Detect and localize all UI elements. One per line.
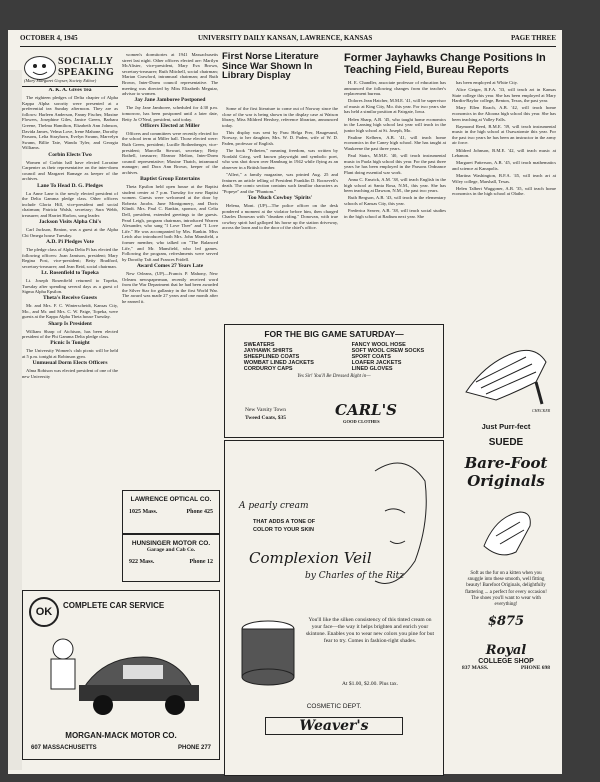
article-text: Mildred Johnson, B.M.E. '42, will teach music at Lebanon. (452, 147, 556, 159)
cream-jar-icon (239, 617, 297, 687)
article-heading: Award Comes 27 Years Late (136, 262, 204, 269)
carls-list-item: WOMBAT LINED JACKETS (243, 360, 314, 366)
article-heading: Sharp Is President (48, 320, 92, 327)
carls-new-varsity: New Varsity Town (245, 407, 286, 413)
article-text: women's dormitories at 1941 Massachusetts street last night. Other officers elected are: Marilyn McAlister, vice-president, Mary Eva Brown, secretary-treasurer; Ruth Mitchell, social chairman; Marian Crawford, intramural chairman; and Ruth Brown, Inter-Dorm council representative. The meeting was directed by Miss Elizabeth Meguiar, advisor to women. (122, 52, 218, 97)
carls-list-item: SOFT WOOL CREW SOCKS (351, 348, 425, 354)
face-illustration-icon (24, 56, 56, 80)
article-text: Mary Ellen Roach, A.B. '42, will teach home economics in the Altoona high school this year. She has been teaching at Valley Falls. (452, 105, 556, 122)
royal-phone: PHONE 698 (520, 665, 550, 672)
article-text: This display was sent by Frau Helga Prer, Haugesund, Norway, to her daughter, Mrs. W. D. Paden, wife of W. D. Paden, professor of English. (222, 129, 338, 147)
article-text: Helen Talbert Waggoner, A.B. '35, will teach home economics in the high school at Olathe. (452, 185, 556, 197)
society-editor-byline: (Mary Margaret Goyser, Society Editor) (24, 78, 97, 83)
morgan-mack-phone: PHONE 277 (177, 745, 211, 751)
complexion-veil-ad (224, 440, 444, 776)
article-heading: Baptist Group Entertains (140, 175, 200, 182)
suede-ad-line1: Just Purr-fect (481, 422, 531, 431)
header-date: OCTOBER 4, 1945 (20, 34, 78, 42)
royal-store-name: Royal (485, 643, 527, 659)
suede-ad-price: $875 (487, 614, 525, 630)
morgan-mack-car-service-ad (22, 590, 220, 760)
article-heading: A.D. Pi Pledges Vote (46, 238, 94, 245)
article-text: "Allert," a family magazine, was printed Aug. 25 and features an article telling of President Franklin D. Roosevelt's death. The comic section contains such familiar characters as "Popeye" and the "Phantom." (222, 172, 338, 194)
article-heading: Theta's Receive Guests (42, 295, 98, 302)
article-heading: Too Much Cowboy 'Spirits' (247, 194, 313, 201)
pearly-cream-text: A pearly cream (239, 501, 309, 511)
article-text: Officers and committees were recently elected for the school term at Miller hall. Those elected were: Ruth Green, president; Lucille Bothenberger, vice-president; Marcella Stewart, secretary; Betty Bothell, treasurer; Eleanor Melton, Inter-Dorm council representative; Maxine Thatch, intramural manager; and Dora Ann Brown, keeper of the archives. (122, 130, 218, 175)
carls-ad-title: FOR THE BIG GAME SATURDAY— (264, 329, 404, 339)
article-heading: Officers Elected at Miller (140, 122, 200, 129)
article-text: Alma Robison was elected president of one of the new University (22, 368, 118, 379)
article-text: New Orleans, (UP)—Francis P. Mahony, New Orleans newspaperman, recently received word from the War Department that he had been awarded the Silver Star for gallantry in the first World War. The award was made 27 years and one month after he earned it. (122, 270, 218, 304)
suede-ad-line4: Originals (467, 472, 545, 490)
royal-address: 837 MASS. (462, 665, 489, 672)
adjacent-page-edge (8, 70, 22, 770)
lawrence-optical-name: LAWRENCE OPTICAL CO. (130, 496, 212, 503)
article-text: Raymond Reed, B.M.E. '39, will teach instrumental music in the high school at Osawatomie this year. For the past two years he has been an instructor in the army air force. (452, 123, 556, 146)
complexion-veil-product: Complexion Veil (249, 549, 372, 567)
carls-list-left (244, 342, 314, 372)
shoe-artist-credit: CHECKER (532, 408, 551, 413)
socially-speaking-masthead (22, 52, 118, 87)
shoe-illustration-icon (456, 322, 556, 412)
header-paper-name: UNIVERSITY DAILY KANSAN, LAWRENCE, KANSAS (198, 34, 373, 42)
complexion-price: At $1.00, $2.00. Plus tax. (341, 681, 399, 687)
article-text: Some of the first literature to come out of Norway since the close of the war is being shown in the display case at Watson library, Miss Mildred Hershey, reference librarian, announced today. (222, 106, 338, 128)
carls-list-item: CORDUROY CAPS (243, 366, 293, 372)
carls-clothes-ad (224, 324, 444, 438)
car-and-mechanic-icon (33, 627, 209, 723)
lawrence-optical-phone: Phone 425 (186, 509, 213, 515)
morgan-mack-name: MORGAN-MACK MOTOR CO. (65, 731, 177, 740)
carls-list-item: FANCY WOOL HOSE (351, 342, 406, 348)
lawrence-optical-address: 1025 Mass. (129, 509, 158, 515)
column-society-continued (122, 52, 218, 452)
carls-tagline: Yes Sir! You'll Be Dressed Right in— (297, 374, 371, 379)
article-heading: Corbin Elects Two (48, 151, 92, 158)
article-text: Women of Corbin hall have elected Lorraine Carpenter as their representative on the inter-dorm council and Margaret Ramage as keeper of the archives. (22, 159, 118, 182)
article-text: Martina Washington, B.F.A. '45, will teach art at Wiley college, Marshall, Texas. (452, 172, 556, 184)
article-text: The University Women's club picnic will be held at 5 p.m. tonight at Robinson gym. (22, 348, 118, 360)
article-text: Lu Anne Lane is the newly elected president of the Delta Gamma pledge class. Other officers include Gloria Hill, vice-president and social chairman; Patricia Walsh, secretary; Sara Webb, treasurer; and Harriet Harlow, song leader. (22, 190, 118, 218)
hunsinger-address: 922 Mass. (129, 559, 155, 565)
former-jayhawks-headline: Former Jayhawks Change Positions In Teaching Field, Bureau Reports (344, 52, 546, 76)
carls-list-item: LINED GLOVES (351, 366, 393, 372)
article-text: The Jay Jane Jamboree, scheduled for 4:30 p.m. tomorrow, has been postponed until a later date, Betty Jo O'Neal, president, said today. (122, 105, 218, 122)
carls-tweed-price: Tweed Coats, $35 (245, 415, 286, 421)
article-text: Margaret Patterson, A.B. '45, will teach mathematics and science at Kanapolis. (452, 160, 556, 171)
article-text: The eighteen pledges of Delta chapter of Alpha Kappa Alpha sorority were presented at a preferential tea Sunday afternoon. They are as follows: Harleen Anderson, Fanny Fischer, Maxine Flowers, Josephine Giles, Janice Green, Barbara Greene, Thelma Hamilton, Elizabeth Ann Johnson, Davida James, Velma Love, Irene Mahone, Dorothy Parsons, Lelia Strayhorn, Evelyn Swann, Marvelyn Swann, Billie Tate, Wanda Tyler, and Georgia Williams. (22, 95, 118, 151)
socially-speaking-title: SOCIALLY SPEAKING (58, 56, 115, 78)
newspaper-page (8, 30, 562, 774)
carls-list-item: SHEEPLINED COATS (243, 354, 300, 360)
carls-brand-subtitle: GOOD CLOTHES (343, 419, 380, 424)
article-text: H. E. Chandler, associate professor of education has announced the following changes from the teacher's replacement bureau. (344, 80, 446, 97)
carls-brand-logo: CARL'S (335, 401, 398, 419)
hunsinger-subtitle: Garage and Cab Co. (146, 547, 196, 553)
carls-list-item: JAYHAWK SHIRTS (243, 348, 293, 354)
article-text: Anna C. Ensrick, A.M. '38, will teach English in the high school at Santa Rosa, N.M., this year. She has been teaching at Dawson, N.M., the past two years. (344, 177, 446, 194)
article-text: Lt. Joseph Rosenfield returned to Topeka, Tuesday after spending several days as a guest of Sigma Alpha Epsilon. (22, 277, 118, 295)
carls-list-item: SPORT COATS (351, 354, 391, 360)
article-heading: Jackson Visits Alpha Chi's (38, 219, 102, 226)
article-text: Mr. and Mrs. F. C. Winterscheidt, Kansas City, Mo., and Mr. and Mrs. C. W. Paige, Topeka, were guests at the Kappa Alpha Theta house Tuesday. (22, 303, 118, 320)
article-text: Theta Epsilon held open house at the Baptist student center at 7 p.m. Tuesday for new Baptist women. Guests were welcomed at the door by Roberta Jacobs. June Montgomery, and Doris Klindt. Mrs. Paul C. Rankin, sponsor, and Celia Dell, president, extended greetings to the guests. Pearl Leigh, program chairman, introduced Warren Alexander, who sang "I Love Thee" and "I Love Life." He was accompanied by Mrs. Rankin. Miss Leich also introduced both Mrs. John Mansfield, a former member, who talked on "The Balanced Life," and Mr. Mansfield, who led games. Following the program, refreshments were served by Dorothy Taft and Frances Fridell. (122, 184, 218, 262)
hunsinger-phone: Phone 12 (189, 559, 213, 565)
article-heading: A. K. A. Gives Tea (48, 88, 92, 93)
article-text: Helena, Mont. (UP)—The police officer on the desk pondered a moment at the violator before him, then charged Charles Donovan with "drunken riding." Donovan, with true cowboy spirit had galloped his horse up the station driveway, across the lawn and to the door of the chief's office. (222, 203, 338, 231)
suede-ad-line3: Bare-Foot (464, 454, 548, 472)
complexion-body-text: You'll like the silken consistency of this tinted cream on your face—the way it helps brighten and enrich your skintone. Enables you to wear new colors you pine for but fear to try. Comes in fashion-right shades. (305, 617, 435, 644)
article-heading: Lt. Rosenfield to Topeka (41, 269, 99, 276)
complexion-intro-line2: THAT ADDS A TONE OF (253, 519, 316, 525)
article-text: Dolores Jean Hatcher, M.M.E. '41, will be supervisor of music at King City, Mo. this year. For two years she has held a similar position at Fairgate, Iowa. (344, 98, 446, 115)
column-jayhawks-continued (452, 80, 556, 248)
article-heading: Jay Jane Jamboree Postponed (134, 97, 206, 104)
carls-list-right (352, 342, 425, 372)
morgan-mack-address: 607 MASSACHUSETTS (31, 745, 97, 751)
carls-list-item: LOAFER JACKETS (351, 360, 402, 366)
header-page-number: PAGE THREE (510, 34, 556, 42)
page-header (20, 34, 556, 47)
college-shop-name: COLLEGE SHOP (478, 658, 534, 666)
sandal-illustration-icon (476, 496, 536, 566)
article-text: William Sharp of Atchison, has been elected president of the Phi Gamma Delta pledge class. (22, 328, 118, 340)
article-text: Pauline Kelhern, A.B. '41, will teach home economics in the Caney high school. She has taught at Waukeene the past three years. (344, 134, 446, 152)
article-text: has been employed at White City. (456, 80, 518, 85)
suede-ad-body: Soft as the fur on a kitten when you snuggle into these smooth, well fitting beauty! Barefoot Originals, delightfully flattering ... a perfect for every occasion! The shoes you'll want to wear with everything! (465, 571, 547, 608)
article-text: The pledge class of Alpha Delta Pi has elected the following officers: Joan Jamison, president; Mary Regina Post, vice-president; Betty Bradford, secretary-treasurer; and Jean Reid, social chairman. (22, 246, 118, 269)
article-text: Helen Sharp, A.B. '45, who taught home economics in the Lansing high school last year will teach in the junior high school at St. Joseph, Mo. (344, 116, 446, 133)
car-service-title: COMPLETE CAR SERVICE (63, 601, 165, 610)
column-society (22, 88, 118, 588)
article-text: Frederica Seaver, A.B. '38, will teach social studies in the high school at Radium next year. She (344, 207, 446, 219)
carls-list-item: SWEATERS (243, 342, 275, 348)
suede-barefoot-ad (456, 422, 556, 774)
norse-literature-headline: First Norse Literature Since War Shown In Library Display (222, 51, 319, 81)
hunsinger-name: HUNSINGER MOTOR CO. (131, 540, 211, 547)
article-text: Ruth Bergson, A.B. '43, will teach in the elementary schools of Kansas City, this year. (344, 195, 446, 206)
article-text: Paul Stairs, M.M.E. '40, will teach instrumental music in Paola high school this year. For the past three years he has been employed in the Parsons Ordnance Plant doing essential war work. (344, 153, 446, 175)
column-jayhawks-teaching (344, 80, 446, 318)
suede-ad-line2: SUEDE (488, 437, 524, 448)
article-text: Alice Geiger, B.F.A. '33, will teach art in Kansas State college this year. She has been employed at Mary Hardin-Baylor college, Benton, Texas, the past year. (452, 87, 556, 104)
cosmetic-dept-label: COSMETIC DEPT. (306, 703, 362, 710)
ok-badge-icon: OK (29, 597, 59, 627)
weavers-logo: Weaver's (265, 717, 403, 735)
article-heading: Unmusual Dorm Elects Officers (32, 360, 108, 367)
complexion-intro-line3: COLOR TO YOUR SKIN (253, 527, 314, 533)
charles-of-the-ritz: by Charles of the Ritz (305, 571, 404, 581)
column-norse-literature (222, 106, 338, 318)
article-text: Carl Jackson, Beaton, was a guest at the Alpha Chi Omega house Tuesday. (22, 227, 118, 238)
article-heading: Lane To Head D. G. Pledges (37, 182, 103, 189)
article-heading: Picnic Is Tonight (50, 340, 90, 347)
lawrence-optical-ad (122, 490, 220, 534)
article-text: The book "Friheten," meaning freedom, was written by Nordahl Grieg, well known playwright and symbolic poet, who was shot down over Hamburg in 1942 while flying as an observer in a British bomber. (222, 148, 338, 170)
hunsinger-motor-ad (122, 534, 220, 582)
